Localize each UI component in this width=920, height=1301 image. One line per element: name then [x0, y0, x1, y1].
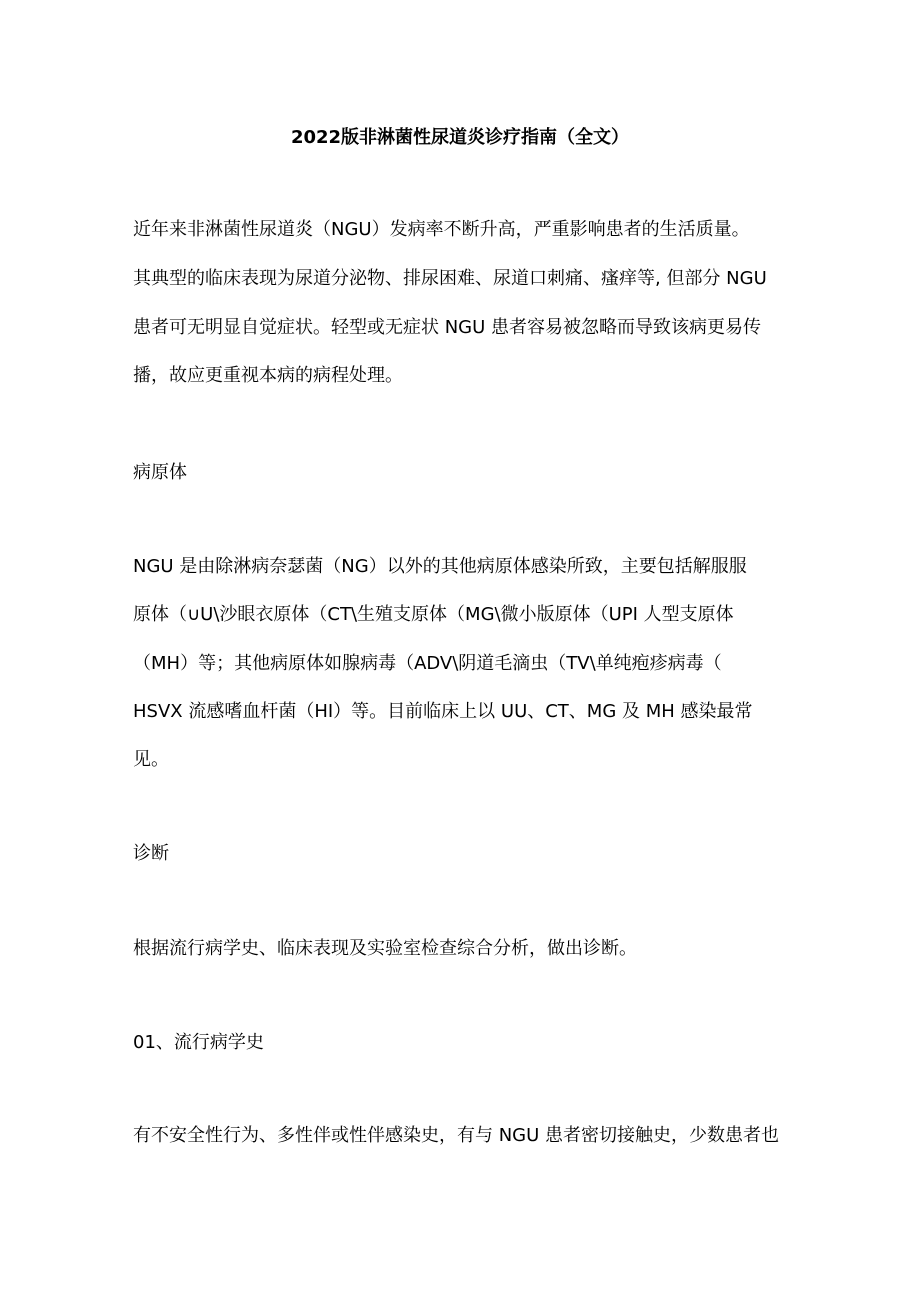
intro-line-2: 其典型的临床表现为尿道分泌物、排尿困难、尿道口刺痛、瘙痒等, 但部分 NGU [133, 268, 767, 289]
pathogen-line-1: NGU 是由除淋病奈瑟菌（NG）以外的其他病原体感染所致，主要包括解服服 [133, 556, 747, 577]
section-heading-pathogen: 病原体 [133, 462, 187, 483]
section-heading-diagnosis: 诊断 [133, 843, 169, 864]
pathogen-line-4: HSVX 流感嗜血杆菌（HI）等。目前临床上以 UU、CT、MG 及 MH 感染最常 [133, 701, 753, 722]
epidemiology-line: 有不安全性行为、多性伴或性伴感染史，有与 NGU 患者密切接触史，少数患者也 [133, 1125, 780, 1146]
intro-line-3: 患者可无明显自觉症状。轻型或无症状 NGU 患者容易被忽略而导致该病更易传 [133, 317, 762, 338]
section-heading-epidemiology: 01、流行病学史 [133, 1032, 264, 1053]
pathogen-line-3: （MH）等；其他病原体如腺病毒（ADV\阴道毛滴虫（TV\单纯疱疹病毒（ [133, 653, 722, 674]
diagnosis-line: 根据流行病学史、临床表现及实验室检查综合分析，做出诊断。 [133, 938, 637, 959]
intro-line-1: 近年来非淋菌性尿道炎（NGU）发病率不断升高，严重影响患者的生活质量。 [133, 219, 750, 240]
pathogen-line-5: 见。 [133, 749, 169, 770]
pathogen-line-2: 原体（∪U\沙眼衣原体（CT\生殖支原体（MG\微小版原体（UPI 人型支原体 [133, 604, 734, 625]
document-title: 2022版非淋菌性尿道炎诊疗指南（全文） [290, 127, 630, 148]
intro-line-4: 播，故应更重视本病的病程处理。 [133, 365, 403, 386]
